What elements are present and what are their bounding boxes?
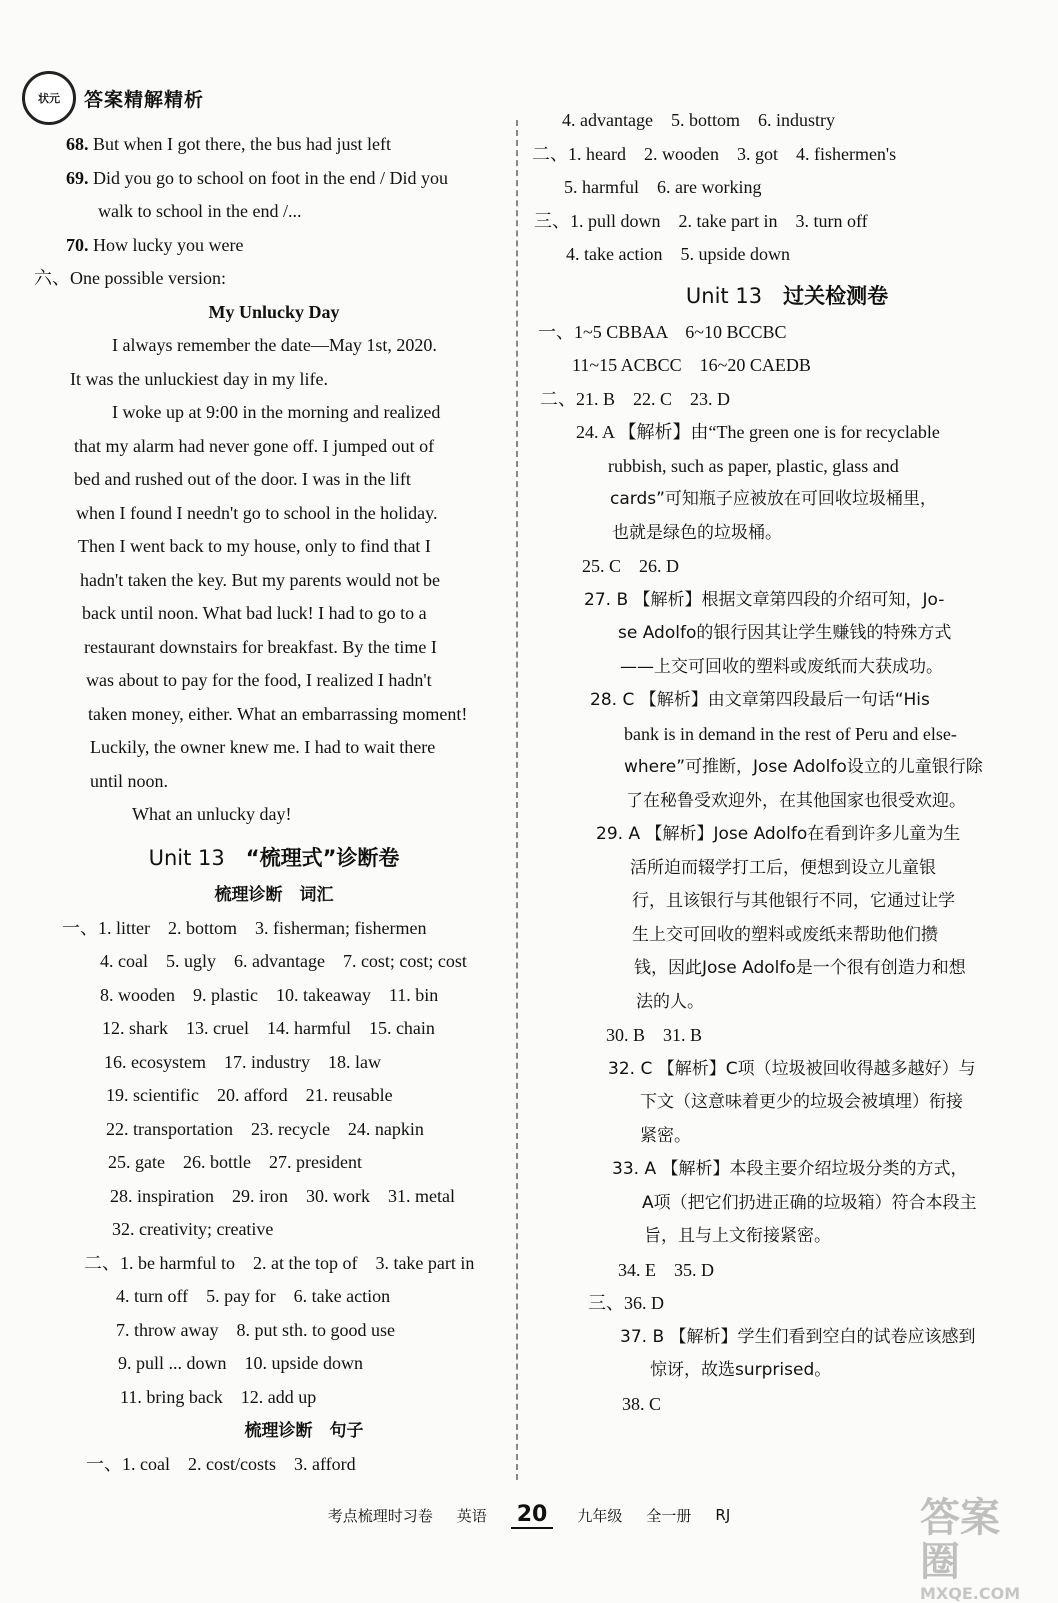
footer-grade: 九年级 [577, 1506, 623, 1525]
unit-diagnostic-title: Unit 13 “梳理式”诊断卷 [148, 845, 400, 870]
reading-row: A项（把它们扔进正确的垃圾箱）符合本段主 [642, 1192, 977, 1213]
unit-test-title: Unit 13 过关检测卷 [685, 283, 889, 308]
reading-row: 旨，且与上文衔接紧密。 [644, 1226, 831, 1246]
reading-row: 29. A 【解析】Jose Adolfo在看到许多儿童为生 [596, 824, 961, 844]
footer-book: 考点梳理时习卷 [327, 1506, 433, 1525]
column-divider [516, 120, 518, 1480]
answer-row: 三、1. pull down 2. take part in 3. turn off [534, 210, 868, 231]
vocab-row: 8. wooden 9. plastic 10. takeaway 11. bin [100, 984, 439, 1005]
reading-row: where”可推断，Jose Adolfo设立的儿童银行除 [624, 757, 983, 777]
vocab-row: 25. gate 26. bottle 27. president [108, 1152, 362, 1172]
essay-line: I always remember the date—May 1st, 2020. [112, 335, 437, 355]
listening-row: 一、1~5 CBBAA 6~10 BCCBC [538, 321, 787, 342]
reading-row: cards”可知瓶子应被放在可回收垃圾桶里， [610, 489, 937, 509]
reading-row: 也就是绿色的垃圾桶。 [612, 522, 782, 543]
reading-row: 38. C [622, 1393, 662, 1414]
essay-line: bed and rushed out of the door. I was in the lift [74, 469, 411, 489]
answer-row: 4. advantage 5. bottom 6. industry [562, 110, 835, 130]
answer-row: 二、1. heard 2. wooden 3. got 4. fishermen's [532, 143, 897, 164]
vocab-row: 19. scientific 20. afford 21. reusable [106, 1085, 393, 1105]
essay-title: My Unlucky Day [208, 301, 340, 322]
reading-row: 二、21. B 22. C 23. D [540, 388, 731, 409]
page-footer [0, 1500, 1058, 1530]
header-title: 答案精解精析 [84, 88, 205, 111]
phrase-row: 9. pull ... down 10. upside down [118, 1353, 363, 1373]
essay-line: was about to pay for the food, I realized I hadn't [86, 670, 432, 690]
footer-volume: 全一册 [646, 1506, 692, 1525]
essay-line: hadn't taken the key. But my parents would not be [80, 569, 440, 590]
vocab-row: 28. inspiration 29. iron 30. work 31. metal [110, 1185, 455, 1206]
reading-row: bank is in demand in the rest of Peru and else- [624, 723, 957, 744]
reading-row: se Adolfo的银行因其让学生赚钱的特殊方式 [618, 623, 952, 643]
essay-line: It was the unluckiest day in my life. [70, 368, 328, 389]
reading-row: 下文（这意味着更少的垃圾会被填埋）衔接 [640, 1092, 963, 1112]
watermark [920, 1495, 1030, 1603]
vocab-row: 一、1. litter 2. bottom 3. fisherman; fishermen [62, 917, 427, 938]
phrase-row: 4. turn off 5. pay for 6. take action [116, 1286, 391, 1306]
section-six-label: 六、One possible version: [34, 268, 226, 288]
watermark-text: 答案圈 [920, 1495, 1000, 1585]
answer-line: 70. How lucky you were [66, 234, 244, 255]
sentence-section-title: 梳理诊断 句子 [244, 1421, 364, 1441]
reading-row: 32. C 【解析】C项（垃圾被回收得越多越好）与 [608, 1058, 976, 1079]
answer-row: 4. take action 5. upside down [566, 244, 790, 264]
reading-row: 33. A 【解析】本段主要介绍垃圾分类的方式， [612, 1159, 968, 1179]
left-column [34, 128, 514, 1482]
page-number: 20 [511, 1502, 554, 1529]
reading-row: ——上交可回收的塑料或废纸而大获成功。 [620, 656, 943, 677]
essay-line: back until noon. What bad luck! I had to go to a [82, 603, 427, 623]
reading-row: 34. E 35. D [618, 1259, 714, 1280]
reading-row: 活所迫而辍学打工后，便想到设立儿童银 [630, 857, 936, 878]
reading-row: 钱，因此Jose Adolfo是一个很有创造力和想 [634, 958, 966, 978]
essay-line: taken money, either. What an embarrassing moment! [88, 703, 468, 724]
page-header [22, 74, 204, 122]
reading-row: 紧密。 [640, 1125, 691, 1146]
vocab-row: 16. ecosystem 17. industry 18. law [104, 1051, 381, 1072]
phrase-row: 11. bring back 12. add up [120, 1386, 317, 1407]
reading-row: 惊讶，故选surprised。 [650, 1360, 832, 1380]
reading-row: rubbish, such as paper, plastic, glass and [608, 455, 899, 476]
essay-line: when I found I needn't go to school in the holiday. [76, 502, 438, 523]
publisher-logo [22, 71, 76, 125]
essay-line: that my alarm had never gone off. I jumped out of [74, 435, 435, 456]
sentence-row: 一、1. coal 2. cost/costs 3. afford [86, 1454, 356, 1474]
reading-row: 生上交可回收的塑料或废纸来帮助他们攒 [632, 924, 938, 945]
essay-line: What an unlucky day! [132, 804, 292, 824]
reading-row: 24. A 【解析】由“The green one is for recyclable [576, 422, 940, 442]
phrase-row: 二、1. be harmful to 2. at the top of 3. take part in [84, 1252, 475, 1273]
essay-line: until noon. [90, 770, 169, 791]
reading-row: 25. C 26. D [582, 556, 680, 576]
footer-subject: 英语 [456, 1506, 487, 1525]
answer-line: 69. Did you go to school on foot in the end / Did you [66, 167, 448, 188]
answer-line: walk to school in the end /... [98, 201, 302, 221]
essay-line: Then I went back to my house, only to find that I [78, 536, 431, 556]
vocab-row: 32. creativity; creative [112, 1219, 274, 1239]
vocab-row: 22. transportation 23. recycle 24. napkin [106, 1118, 424, 1139]
essay-line: I woke up at 9:00 in the morning and realized [112, 402, 441, 422]
answer-line: 68. But when I got there, the bus had just left [66, 134, 391, 154]
reading-row: 28. C 【解析】由文章第四段最后一句话“His [590, 690, 930, 710]
vocab-row: 4. coal 5. ugly 6. advantage 7. cost; cost; cost [100, 951, 467, 971]
reading-row: 30. B 31. B [606, 1025, 703, 1045]
watermark-url: MXQE.COM [920, 1584, 1021, 1603]
footer-edition: RJ [715, 1506, 731, 1524]
reading-row: 37. B 【解析】学生们看到空白的试卷应该感到 [620, 1326, 976, 1347]
essay-line: Luckily, the owner knew me. I had to wait there [90, 737, 436, 757]
listening-row: 11~15 ACBCC 16~20 CAEDB [572, 355, 811, 375]
vocab-section-title: 梳理诊断 词汇 [214, 884, 334, 905]
logo-text: 状元 [38, 92, 60, 105]
reading-row: 了在秘鲁受欢迎外，在其他国家也很受欢迎。 [626, 790, 966, 811]
reading-row: 三、36. D [588, 1293, 664, 1313]
reading-row: 行，且该银行与其他银行不同，它通过让学 [632, 891, 955, 911]
essay-line: restaurant downstairs for breakfast. By the time I [84, 636, 437, 657]
phrase-row: 7. throw away 8. put sth. to good use [116, 1319, 395, 1340]
reading-row: 27. B 【解析】根据文章第四段的介绍可知，Jo- [584, 589, 945, 610]
vocab-row: 12. shark 13. cruel 14. harmful 15. chain [102, 1018, 435, 1038]
answer-row: 5. harmful 6. are working [564, 177, 762, 197]
reading-row: 法的人。 [636, 991, 704, 1012]
right-column [532, 104, 1042, 1421]
